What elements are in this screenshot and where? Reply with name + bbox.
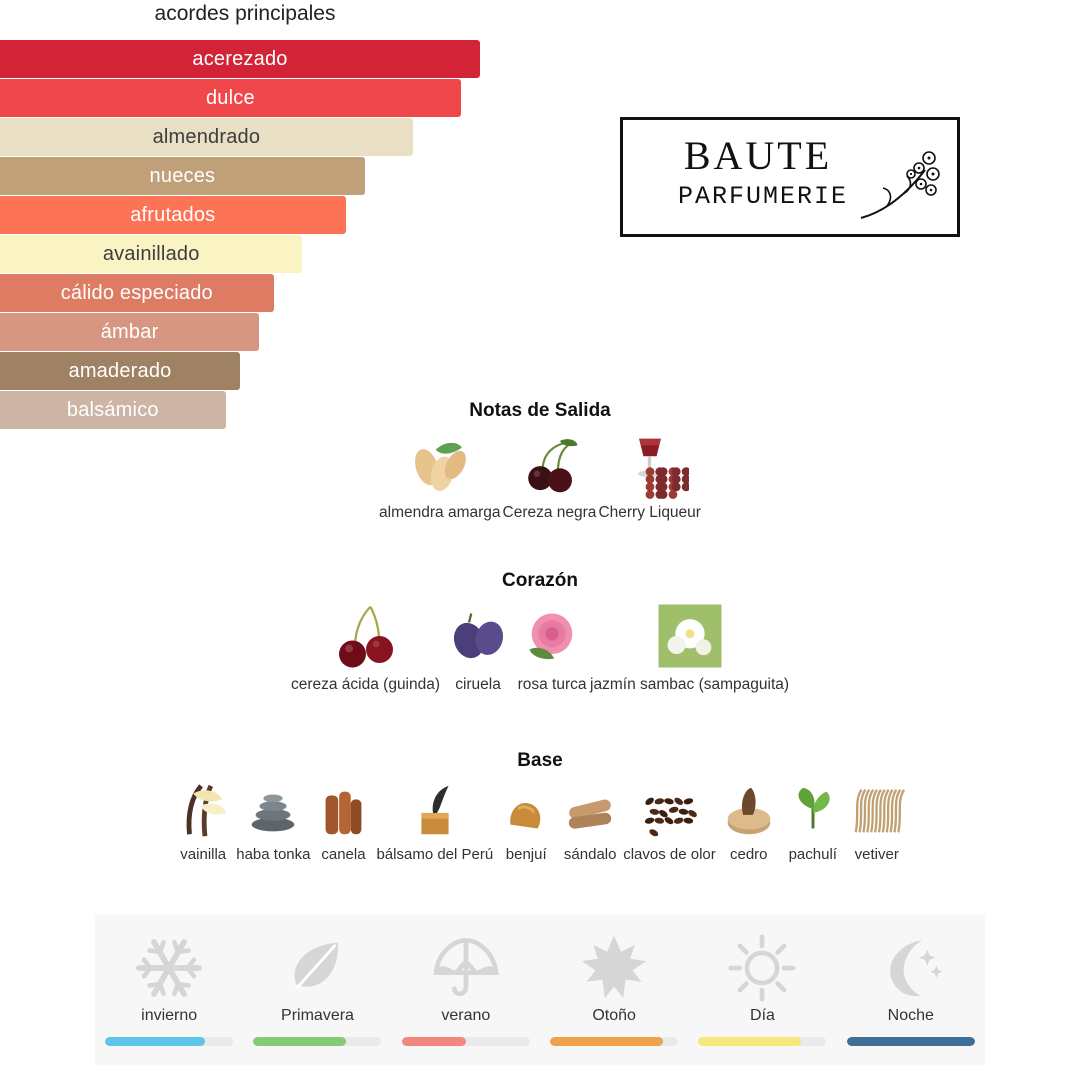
note-label: jazmín sambac (sampaguita) xyxy=(590,676,790,693)
brand-subtitle: PARFUMERIE xyxy=(677,182,849,211)
note-item xyxy=(782,780,844,863)
clove-icon xyxy=(638,780,700,842)
note-label: vainilla xyxy=(180,846,227,863)
patchouli-icon xyxy=(782,780,844,842)
season-item[interactable] xyxy=(847,931,975,1046)
note-label: almendra amarga xyxy=(379,504,501,521)
note-item xyxy=(598,430,701,522)
note-row xyxy=(0,600,1080,694)
season-item[interactable] xyxy=(105,931,233,1046)
peru-balsam-icon xyxy=(404,780,466,842)
note-label: canela xyxy=(321,846,366,863)
sour-cherry-icon xyxy=(330,600,402,672)
vetiver-icon xyxy=(846,780,908,842)
note-label: cereza ácida (guinda) xyxy=(290,676,441,693)
note-section-heading: Base xyxy=(517,750,563,771)
accords-bar-chart xyxy=(0,40,500,430)
note-item xyxy=(503,430,597,522)
jasmine-icon xyxy=(654,600,726,672)
maple-leaf-icon xyxy=(577,931,651,1005)
accord-bar-label: amaderado xyxy=(68,359,172,382)
note-label: benjuí xyxy=(505,846,547,863)
season-item[interactable] xyxy=(550,931,678,1046)
accord-bar-label: acerezado xyxy=(192,47,288,70)
note-item xyxy=(495,780,557,863)
note-label: pachulí xyxy=(788,846,837,863)
leaf-icon xyxy=(280,931,354,1005)
accord-bar-label: dulce xyxy=(205,86,255,109)
note-item xyxy=(376,780,493,863)
snowflake-icon xyxy=(132,931,206,1005)
note-label: Cereza negra xyxy=(502,504,597,521)
season-label: Día xyxy=(750,1007,775,1024)
vanilla-icon xyxy=(172,780,234,842)
moon-icon xyxy=(874,931,948,1005)
accord-bar xyxy=(0,157,365,195)
brand-logo xyxy=(620,117,960,237)
note-row xyxy=(0,780,1080,863)
season-meter-fill xyxy=(550,1037,663,1046)
note-item xyxy=(559,780,621,863)
season-meter-fill xyxy=(698,1037,800,1046)
sandalwood-icon xyxy=(559,780,621,842)
season-label: Primavera xyxy=(281,1007,354,1024)
note-item xyxy=(312,780,374,863)
accord-bar-label: almendrado xyxy=(152,125,261,148)
note-item xyxy=(236,780,310,863)
season-item[interactable] xyxy=(698,931,826,1046)
note-item xyxy=(623,780,716,863)
season-meter-fill xyxy=(402,1037,466,1046)
note-section-heart xyxy=(0,570,1080,694)
season-meter xyxy=(847,1037,975,1046)
note-label: Cherry Liqueur xyxy=(598,504,701,521)
accords-title: acordes principales xyxy=(154,2,336,25)
note-label: bálsamo del Perú xyxy=(376,846,494,863)
accord-bar xyxy=(0,313,259,351)
note-section-heading: Corazón xyxy=(502,570,578,591)
accord-bar-label: afrutados xyxy=(130,203,216,226)
season-label: Noche xyxy=(887,1007,934,1024)
note-label: vetiver xyxy=(854,846,899,863)
note-label: haba tonka xyxy=(236,846,311,863)
accord-bar-label: avainillado xyxy=(102,242,200,265)
note-section-heading: Notas de Salida xyxy=(469,400,611,421)
black-cherry-icon xyxy=(510,430,588,500)
tonka-bean-icon xyxy=(242,780,304,842)
season-item[interactable] xyxy=(253,931,381,1046)
benzoin-icon xyxy=(495,780,557,842)
turkish-rose-icon xyxy=(516,600,588,672)
plum-icon xyxy=(442,600,514,672)
note-item xyxy=(590,600,789,694)
brand-name: BAUTE xyxy=(683,133,833,178)
cherry-liqueur-icon xyxy=(611,430,689,500)
season-meter xyxy=(402,1037,530,1046)
note-section-top xyxy=(0,400,1080,522)
umbrella-icon xyxy=(429,931,503,1005)
seasons-panel xyxy=(95,915,985,1065)
note-item xyxy=(291,600,440,694)
note-item xyxy=(172,780,234,863)
accord-bar xyxy=(0,118,413,156)
cinnamon-icon xyxy=(312,780,374,842)
note-label: sándalo xyxy=(563,846,617,863)
accord-bar-label: cálido especiado xyxy=(60,281,213,304)
season-label: invierno xyxy=(141,1007,198,1024)
note-label: ciruela xyxy=(455,676,501,693)
season-label: Otoño xyxy=(592,1007,636,1024)
season-meter xyxy=(253,1037,381,1046)
note-label: clavos de olor xyxy=(623,846,716,863)
floral-branch-icon xyxy=(857,144,943,224)
accord-bar xyxy=(0,79,461,117)
note-item xyxy=(516,600,588,694)
almond-icon xyxy=(401,430,479,500)
accord-bar xyxy=(0,40,480,78)
season-meter-fill xyxy=(105,1037,205,1046)
season-item[interactable] xyxy=(402,931,530,1046)
accord-bar xyxy=(0,235,302,273)
sun-icon xyxy=(725,931,799,1005)
note-label: rosa turca xyxy=(517,676,587,693)
note-section-base xyxy=(0,750,1080,863)
note-item xyxy=(718,780,780,863)
accord-bar xyxy=(0,196,346,234)
season-meter xyxy=(105,1037,233,1046)
note-item xyxy=(846,780,908,863)
accord-bar-label: nueces xyxy=(149,164,216,187)
note-item xyxy=(442,600,514,694)
note-label: cedro xyxy=(730,846,768,863)
note-item xyxy=(379,430,500,522)
note-row xyxy=(0,430,1080,522)
accord-bar xyxy=(0,352,240,390)
accord-bar xyxy=(0,274,274,312)
accord-bar-label: balsámico xyxy=(66,398,159,421)
season-label: verano xyxy=(441,1007,491,1024)
cedar-icon xyxy=(718,780,780,842)
season-meter xyxy=(550,1037,678,1046)
season-meter xyxy=(698,1037,826,1046)
season-meter-fill xyxy=(847,1037,975,1046)
accord-bar-label: ámbar xyxy=(100,320,159,343)
season-meter-fill xyxy=(253,1037,345,1046)
